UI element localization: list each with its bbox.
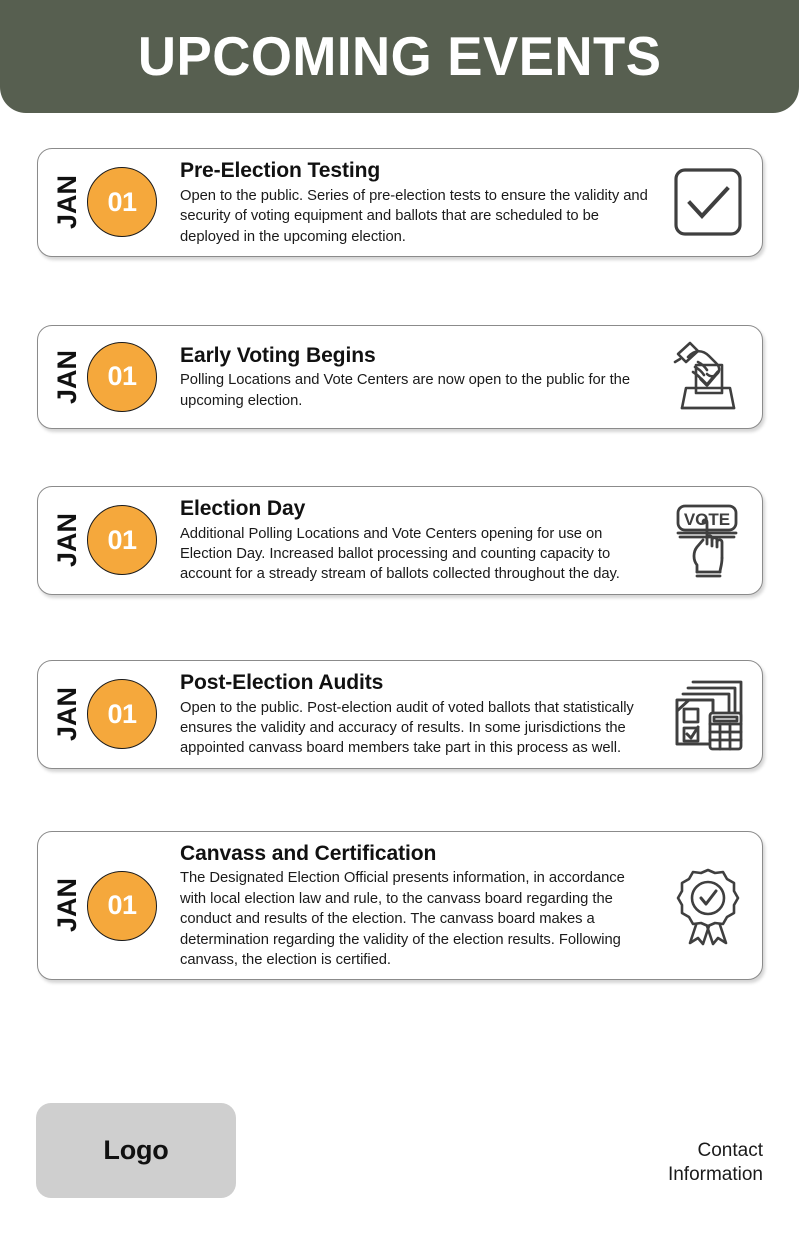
event-day: 01 [107, 524, 137, 555]
hand-ballot-box-icon [666, 335, 750, 419]
event-day-circle [87, 679, 157, 749]
event-title: Early Voting Begins [180, 342, 376, 367]
page-header [0, 0, 799, 113]
contact-line-2: Information [667, 1164, 763, 1186]
logo-placeholder[interactable] [36, 1103, 236, 1198]
event-day-circle [87, 342, 157, 412]
event-content [180, 496, 666, 585]
event-card[interactable] [37, 325, 763, 429]
event-description: Open to the public. Post-election audit of voted ballots that statistically ensures the validity and accuracy of results. In some jurisdictions the appointed canvass board members take part in this process as well. [180, 698, 634, 757]
event-card[interactable] [37, 660, 763, 769]
event-card[interactable] [37, 831, 763, 981]
event-day: 01 [107, 186, 137, 217]
event-day-circle [87, 167, 157, 237]
card-spacer [37, 257, 763, 325]
card-spacer [37, 769, 763, 831]
logo-label: Logo [103, 1135, 169, 1165]
event-month: JAN [52, 349, 82, 404]
event-title: Election Day [180, 495, 306, 520]
checkmark-box-icon [666, 160, 750, 244]
event-description: Polling Locations and Vote Centers are now open to the public for the upcoming election. [180, 371, 631, 409]
card-spacer [37, 595, 763, 660]
event-title: Pre-Election Testing [180, 158, 381, 182]
event-date-badge [48, 871, 180, 941]
event-day-circle [87, 505, 157, 575]
event-day: 01 [107, 890, 137, 920]
contact-line-1: Contact [697, 1140, 763, 1161]
event-description: The Designated Election Official presents information, in accordance with local election law and rule, to the canvass board regarding the conduct and results of the election. The canvass board makes a determination regarding the validity of the election results. Following canvass, the election is certified. [180, 869, 625, 968]
event-date-badge [48, 505, 180, 575]
event-month: JAN [52, 878, 82, 933]
page-title: UPCOMING EVENTS [137, 25, 662, 87]
event-month: JAN [52, 513, 82, 568]
vote-button-label: VOTE [683, 510, 731, 530]
event-title: Post-Election Audits [180, 669, 384, 694]
event-content [180, 841, 666, 971]
event-month: JAN [52, 175, 82, 230]
event-content [180, 343, 666, 412]
vote-button-press-icon [666, 498, 750, 582]
event-description: Open to the public. Series of pre-election tests to ensure the validity and security of voting equipment and ballots that are scheduled to be deployed in the upcoming election. [180, 186, 648, 245]
event-month: JAN [52, 687, 82, 742]
event-date-badge [48, 342, 180, 412]
card-spacer [37, 429, 763, 486]
documents-calculator-icon [666, 672, 750, 756]
award-ribbon-check-icon [666, 864, 750, 948]
event-title: Canvass and Certification [180, 840, 437, 865]
page-footer [0, 1103, 799, 1203]
event-content [180, 158, 666, 247]
event-card[interactable] [37, 486, 763, 595]
event-date-badge [48, 679, 180, 749]
event-content [180, 670, 666, 759]
event-description: Additional Polling Locations and Vote Centers opening for use on Election Day. Increased ballot processing and counting capacity to account for a stready stream of ballots collected throughout the day. [180, 524, 620, 583]
contact-information [668, 1139, 763, 1188]
event-day-circle [87, 871, 157, 941]
event-day: 01 [107, 698, 137, 729]
event-day: 01 [107, 361, 137, 392]
event-card[interactable] [37, 148, 763, 257]
events-list [37, 148, 763, 980]
event-date-badge [48, 167, 180, 237]
